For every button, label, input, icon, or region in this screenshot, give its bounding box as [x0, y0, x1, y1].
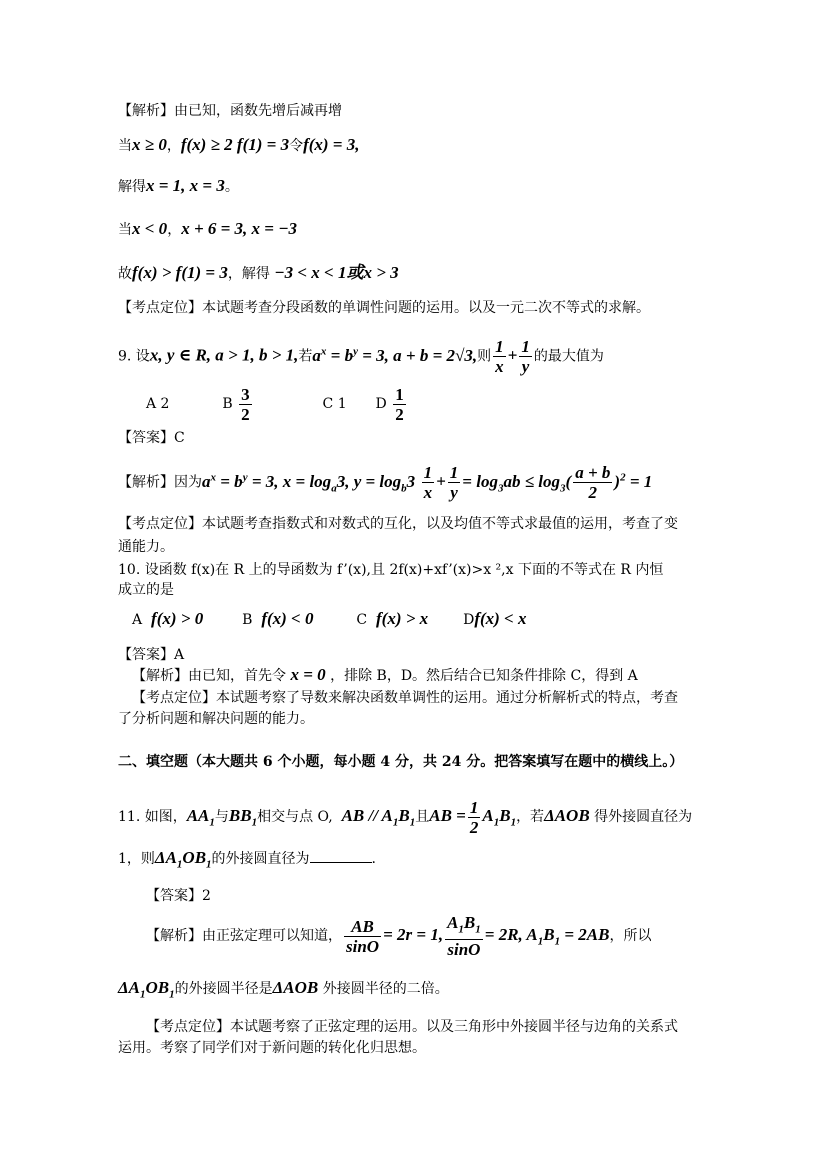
- key-point-11-line2: [118, 1038, 426, 1058]
- text: 【考点定位】本试题考察了正弦定理的运用。以及三角形中外接圆半径与边角的关系式: [146, 1019, 678, 1035]
- text: 【考点定位】本试题考查分段函数的单调性问题的运用。以及一元二次不等式的求解。: [118, 300, 650, 316]
- answer-9: [118, 428, 185, 448]
- math: f(x) ≥ 2 f(1) = 3: [180, 135, 290, 154]
- text: 11. 如图，: [118, 809, 187, 825]
- math: x < 0: [132, 219, 168, 238]
- question-10-line1: [118, 560, 663, 580]
- fraction: $\frac{A_1B_1}{\sin O}$: [447, 913, 481, 960]
- text: 的最大值为: [533, 348, 604, 365]
- analysis-8-intro: [118, 101, 342, 121]
- analysis-8-line5: [118, 263, 399, 284]
- analysis-11: 【解析】由正弦定理可以知道， $\frac{AB}{\sin O}$ = 2r = 1, $\frac{A_1B_1}{\sin O}$ = 2R, $A_1B_1 = 2AB$，所以: [146, 913, 652, 960]
- option-d-label: D: [463, 612, 475, 628]
- text: 相交与点 O,: [257, 809, 333, 825]
- text: 【解析】由正弦定理可以知道，: [146, 928, 342, 945]
- key-point-10-line1: [132, 688, 678, 708]
- math: x ≥ 0: [132, 135, 167, 154]
- analysis-10: [132, 665, 638, 686]
- text: 【答案】C: [118, 430, 185, 446]
- text: 【解析】由已知，函数先增后减再增: [118, 103, 342, 119]
- text: 且: [415, 809, 430, 825]
- answer-10: [118, 645, 184, 665]
- text: 10. 设函数 f(x)在 R 上的导函数为 f’(x),且 2f(x)+xf’(x)>x ²,x 下面的不等式在 R 内恒: [118, 562, 664, 578]
- text: 解得: [118, 179, 146, 195]
- text: 当: [118, 138, 132, 154]
- math: y: [353, 345, 358, 357]
- option-c: C 1: [322, 396, 347, 412]
- question-11-line2: 1，则$\Delta A_1OB_1$的外接圆直径为 .: [118, 848, 376, 871]
- option-d-label: D: [375, 396, 387, 412]
- text: 外接圆半径的二倍。: [322, 981, 449, 997]
- key-point-8: [118, 298, 650, 318]
- math: = b: [326, 345, 354, 365]
- fraction: $\frac{AB}{\sin O}$: [346, 916, 380, 956]
- text: 【考点定位】本试题考查指数式和对数式的互化，以及均值不等式求最值的运用，考查了变: [118, 516, 678, 532]
- math: x: [320, 345, 327, 357]
- text: 【答案】2: [146, 888, 211, 904]
- analysis-8-line2: [118, 135, 360, 156]
- option-a-label: A: [132, 612, 143, 628]
- math: x = 1, x = 3: [146, 176, 225, 195]
- option-b-label: B: [242, 612, 253, 628]
- text: 【解析】由已知，首先令: [132, 668, 286, 684]
- option-d-fraction: $\frac{1}{2}$: [395, 384, 404, 424]
- text: ，: [167, 222, 182, 238]
- section-2-heading: [118, 752, 683, 772]
- key-point-10-line2: [118, 709, 314, 729]
- text: 则: [477, 348, 492, 365]
- answer-11: [146, 886, 211, 906]
- math: x = 0: [290, 665, 326, 684]
- text: 成立的是: [118, 582, 174, 598]
- text: ，排除 B，D。然后结合已知条件排除 C，得到 A: [330, 668, 638, 684]
- analysis-8-line4: [118, 219, 297, 240]
- option-d-math: f(x) < x: [474, 609, 527, 628]
- fraction: $\frac{1}{y}$: [521, 337, 530, 377]
- analysis-9: 【解析】因为$a^x = b^y = 3$, $x = \log_a3$, $y = \log_b3$ $\frac{1}{x}$ + $\frac{1}{y}$ = $\log_3ab \le \log_3$( $\frac{a + b}{2}$ )$^2$ = 1: [118, 463, 653, 503]
- math: f(x) = 3,: [303, 135, 360, 154]
- fraction: $\frac{a + b}{2}$: [575, 463, 611, 503]
- option-c-math: f(x) > x: [376, 609, 429, 628]
- text: 了分析问题和解决问题的能力。: [118, 711, 314, 727]
- text: 【考点定位】本试题考察了导数来解决函数单调性的运用。通过分析解析式的特点，考查: [132, 690, 678, 706]
- text: 当: [118, 222, 132, 238]
- text: 运用。考察了同学们对于新问题的转化化归思想。: [118, 1040, 426, 1056]
- text: 故: [118, 266, 132, 282]
- text: 。: [224, 179, 239, 195]
- text: 若: [298, 348, 313, 365]
- text: 1，则: [118, 851, 155, 867]
- text: 9. 设: [118, 348, 150, 365]
- question-9: [118, 331, 604, 377]
- question-11-line1: 11. 如图，$AA_1$与$BB_1$相交与点 O, AB // $A_1B_1$且AB = $\frac{1}{2}$ $A_1B_1$，若ΔAOB 得外接圆直径为: [118, 797, 693, 837]
- text: .: [371, 851, 376, 867]
- option-b-label: B: [222, 396, 233, 412]
- key-point-9-line2: [118, 537, 174, 557]
- option-a-math: f(x) > 0: [151, 609, 204, 628]
- question-10-line2: [118, 580, 174, 600]
- text: ，: [166, 138, 181, 154]
- fraction: $\frac{1}{x}$: [495, 337, 504, 377]
- math: ΔAOB: [272, 978, 319, 997]
- answer-blank[interactable]: [310, 849, 372, 863]
- analysis-8-line3: [118, 176, 239, 197]
- text: ，解得: [227, 266, 270, 282]
- text: ，若: [516, 809, 545, 825]
- math: −3 < x < 1或x > 3: [274, 263, 399, 282]
- analysis-11-line2: $\Delta A_1OB_1$的外接圆半径是ΔAOB 外接圆半径的二倍。: [118, 978, 449, 1001]
- math: +: [507, 345, 518, 365]
- text: 的外接圆半径是: [174, 981, 273, 997]
- text: 通能力。: [118, 539, 174, 555]
- option-c-label: C: [356, 612, 368, 628]
- fraction: $\frac{1}{x}$: [423, 463, 433, 503]
- math: = 2r = 1,: [383, 925, 444, 945]
- text: 的外接圆直径为: [211, 851, 310, 867]
- math: AB =: [429, 806, 466, 825]
- text: ，所以: [609, 928, 652, 945]
- math: x, y ∈ R, a > 1, b > 1,: [149, 345, 299, 365]
- option-a: A 2: [146, 396, 170, 412]
- option-b-math: f(x) < 0: [261, 609, 314, 628]
- key-point-11-line1: [146, 1017, 678, 1037]
- options-9: [146, 384, 408, 424]
- fraction: $\frac{1}{y}$: [449, 463, 459, 503]
- math: f(x) > f(1) = 3: [132, 263, 228, 282]
- text: 令: [289, 138, 304, 154]
- text: 与: [214, 809, 229, 825]
- text: 【答案】A: [118, 647, 185, 663]
- math: a: [312, 345, 321, 365]
- math: ΔAOB: [544, 806, 590, 825]
- option-b-fraction: $\frac{3}{2}$: [241, 384, 250, 424]
- key-point-9-line1: [118, 514, 678, 534]
- options-10: [132, 609, 527, 630]
- text: 得外接圆直径为: [594, 809, 693, 825]
- text: 【解析】因为: [118, 474, 202, 491]
- math: x + 6 = 3, x = −3: [181, 219, 298, 238]
- math: = 3, a + b = 2√3,: [357, 345, 478, 365]
- fraction: $\frac{1}{2}$: [469, 797, 479, 837]
- text: 二、填空题（本大题共 6 个小题，每小题 4 分，共 24 分。把答案填写在题中的横线上。）: [118, 754, 684, 770]
